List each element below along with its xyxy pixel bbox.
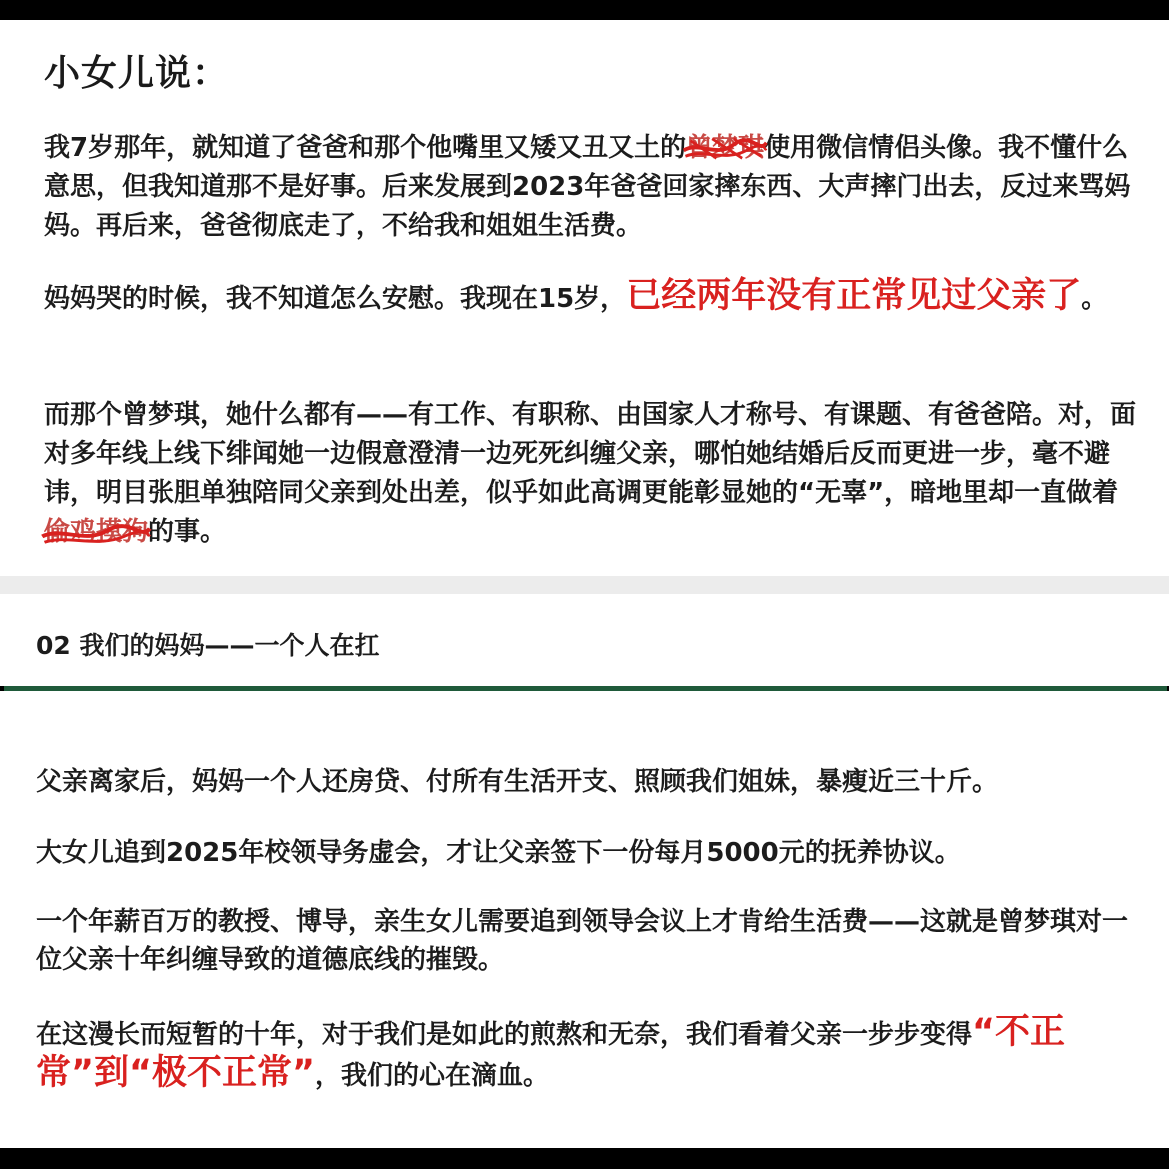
- paragraph-mother: 父亲离家后，妈妈一个人还房贷、付所有生活开支、照顾我们姐妹，暴瘦近三十斤。: [36, 767, 999, 797]
- struck-word: 曾梦琪: [686, 133, 765, 163]
- paragraph-closing: [36, 1013, 1146, 1095]
- paragraph-text: 使用微信情侣头像。我不懂什么意思，但我知道那不是好事。后来发展到2023年爸爸回家摔东西、大声摔门出去，反过来骂妈妈。再后来，爸爸彻底走了，不给我和姐姐生活费。: [44, 133, 1131, 241]
- paragraph-text: 妈妈哭的时候，我不知道怎么安慰。我现在15岁，: [44, 284, 627, 314]
- top-black-bar: [0, 0, 1169, 20]
- paragraph-text: 我7岁那年，就知道了爸爸和那个他嘴里又矮又丑又土的: [44, 133, 687, 163]
- paragraph-text: 的事。: [148, 517, 227, 547]
- paragraph-professor: 一个年薪百万的教授、博导，亲生女儿需要追到领导会议上才肯给生活费——这就是曾梦琪对一位父亲十年纠缠导致的道德底线的摧毁。: [36, 907, 1129, 975]
- struck-text: [44, 513, 148, 552]
- highlighted-text: “不正常”到“极不正常”: [36, 1012, 1066, 1093]
- paragraph-age: [44, 277, 1144, 319]
- paragraph-text: 在这漫长而短暂的十年，对于我们是如此的煎熬和无奈，我们看着父亲一步步变得: [36, 1020, 973, 1050]
- paragraph-text: 。: [1081, 284, 1108, 314]
- paragraph-text: 而那个曾梦琪，她什么都有——有工作、有职称、由国家人才称号、有课题、有爸爸陪。对，面对多年线上线下绯闻她一边假意澄清一边死死纠缠父亲，哪怕她结婚后反而更进一步，毫不避讳，明目张胆单独陪同父亲到处出差，似乎如此高调更能彰显她的“无辜”，暗地里却一直做着: [44, 400, 1137, 508]
- card-divider: [0, 576, 1169, 594]
- bottom-black-bar: [0, 1148, 1169, 1169]
- highlighted-text: 已经两年没有正常见过父亲了: [626, 276, 1082, 316]
- struck-text: [686, 129, 764, 168]
- paragraph-accusation: [44, 396, 1144, 552]
- paragraph-text: ，我们的心在滴血。: [315, 1061, 550, 1091]
- paragraph-agreement: 大女儿追到2025年校领导务虚会，才让父亲签下一份每月5000元的抚养协议。: [36, 838, 961, 868]
- paragraph-childhood: [44, 129, 1144, 246]
- page-title: 小女儿说：: [44, 53, 230, 94]
- section-title: 02 我们的妈妈——一个人在扛: [36, 631, 380, 660]
- struck-word: 偷鸡摸狗: [44, 517, 149, 547]
